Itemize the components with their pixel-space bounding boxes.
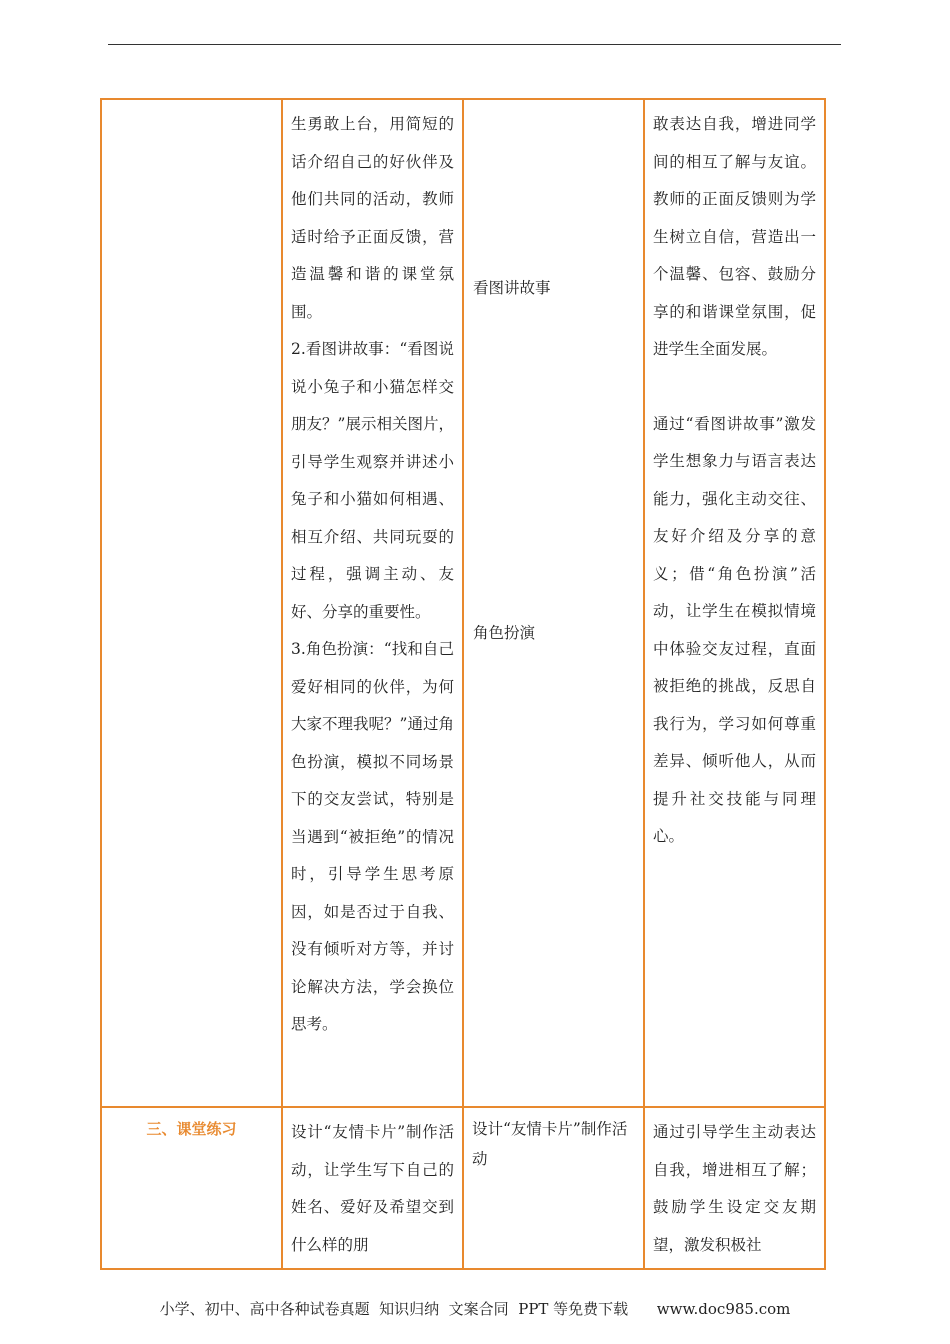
activity-paragraph: 生勇敢上台，用简短的话介绍自己的好伙伴及他们共同的活动，教师适时给予正面反馈，营造温馨和谐的课堂氛围。 xyxy=(291,115,454,321)
intent-paragraph: 通过“看图讲故事”激发学生想象力与语言表达能力，强化主动交往、友好介绍及分享的意义；借“角色扮演”活动，让学生在模拟情境中体验交友过程，直面被拒绝的挑战，反思自我行为，学习如何尊重差异、倾听他人，从而提升社交技能与同理心。 xyxy=(653,414,816,845)
intent-cell xyxy=(644,1107,825,1269)
paragraph-spacer xyxy=(653,369,816,406)
stage-title: 三、课堂练习 xyxy=(146,1120,237,1138)
stage-cell xyxy=(101,99,282,1107)
intent-paragraph: 敢表达自我，增进同学间的相互了解与友谊。教师的正面反馈则为学生树立自信，营造出一个温馨、包容、鼓励分享的和谐课堂氛围，促进学生全面发展。 xyxy=(653,115,816,358)
method-label: 角色扮演 xyxy=(473,624,536,642)
header-rule xyxy=(108,44,841,45)
method-cell xyxy=(463,99,644,1107)
activity-cell xyxy=(282,1107,463,1269)
lesson-plan-table xyxy=(100,98,826,1270)
intent-paragraph: 通过引导学生主动表达自我，增进相互了解；鼓励学生设定交友期望，激发积极社 xyxy=(653,1123,816,1254)
intent-cell xyxy=(644,99,825,1107)
method-label: 设计“友情卡片”制作活动 xyxy=(472,1120,628,1168)
table-row xyxy=(101,99,825,1107)
table-row xyxy=(101,1107,825,1269)
method-cell xyxy=(463,1107,644,1269)
activity-paragraph: 2.看图讲故事：“看图说说小兔子和小猫怎样交朋友？”展示相关图片，引导学生观察并讲述小兔子和小猫如何相遇、相互介绍、共同玩耍的过程，强调主动、友好、分享的重要性。 xyxy=(291,340,454,621)
stage-cell xyxy=(101,1107,282,1269)
activity-paragraph: 设计“友情卡片”制作活动，让学生写下自己的姓名、爱好及希望交到什么样的朋 xyxy=(291,1123,454,1254)
activity-paragraph: 3.角色扮演：“找和自己爱好相同的伙伴，为何大家不理我呢？”通过角色扮演，模拟不同场景下的交友尝试，特别是当遇到“被拒绝”的情况时，引导学生思考原因，如是否过于自我、没有倾听对方等，并讨论解决方法，学会换位思考。 xyxy=(291,640,454,1033)
activity-cell xyxy=(282,99,463,1107)
page-footer: 小学、初中、高中各种试卷真题 知识归纳 文案合同 PPT 等免费下载 www.doc985.com xyxy=(159,1300,791,1318)
method-label: 看图讲故事 xyxy=(473,279,551,297)
